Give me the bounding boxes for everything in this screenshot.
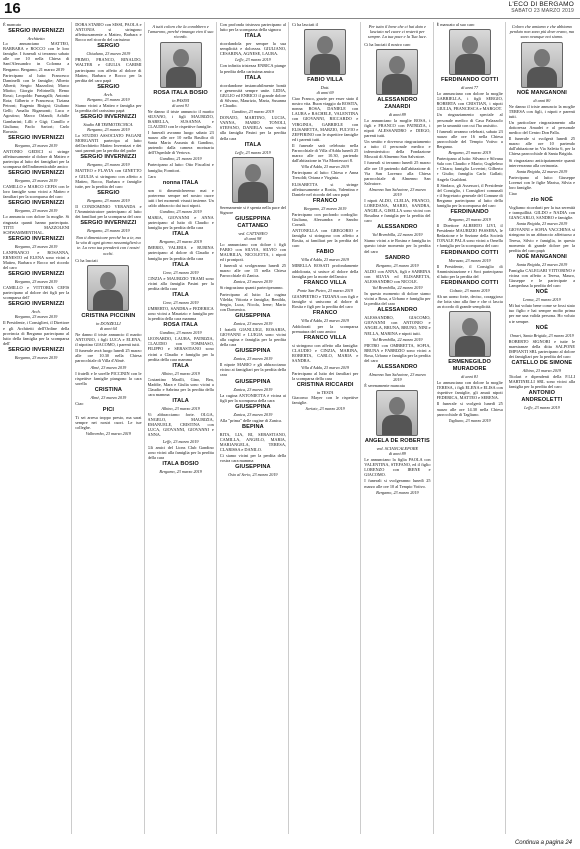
obituary-body: Siamo vicini a te Rosina e famiglia in questo triste momento per la perdita del caro	[364, 238, 431, 254]
deceased-name: SERGIO	[97, 189, 120, 196]
obituary-sub: in PASINI	[172, 97, 190, 103]
obituary-body: Ne danno il triste annuncio il marito SILVANO, i figli MAURIZIO, ISABELLA, SUSANNA e CLAUDIO con le rispettive famiglie.	[147, 108, 214, 129]
place-date: Bergamo, 23 marzo 2019	[87, 162, 130, 168]
deceased-name: FRANCO	[312, 310, 338, 316]
deceased-name: FRANCO VILLA	[303, 335, 347, 342]
obituary-body: ROBERTO SIGNORI e tutte le maestranze della ditta SALPONE IMPIANTI SRL partecipano al dolore dei famigliari per la perdita del caro	[508, 338, 575, 359]
obituary-body: ALESSANDRO, GIACOMO, GIOVANNI con ANTONIO e ANGELA, BRUNA, BRUNO, NINI e NELLA, MARINA e nipoti tutti.	[364, 315, 431, 336]
obituary-body: Ah un uomo forte, deciso, coraggioso che lotta sino alla fine e che ci lascia un ricordo di grande semplicità.	[436, 293, 503, 309]
obituary-body: I funerali avranno celebrati, sabato 23 marzo alle ore 16 nella Chiesa parrocchiale del Tempio Votivo a Bergamo.	[436, 128, 503, 150]
place-date: Albino, 23 marzo 2019	[522, 367, 562, 373]
obituary-body: ALDO con ANNA, figli e SABRINA con SILVIA ed ELISABETTA, ALESSANDRO con NICOLE.	[364, 268, 431, 284]
portrait-photo	[87, 265, 129, 311]
obituary-body: Un ringraziamento speciale al personale medico di Casa Palazzolo per la umanità con cui l'ha assistito.	[436, 112, 503, 128]
obituary-body: Il CONDOMINIO VERANDA e l'Amministratore partecipano al lutto dei familiari per la scomparsa del caro	[75, 203, 142, 219]
obituary-quote: Non ti dimenticare perché ho a te, ma la vita di ogni giorno rassomiglierà a te. La vera tua prenderà con i nostri occhi.	[75, 235, 141, 256]
portrait-torso	[310, 54, 340, 75]
column-6	[364, 22, 433, 834]
obituary-body: Partecipano al lutto: Silvano e Silvana Sala con Claudio e Mario; Guglielmo e Chiara; famiglia Loverini; Gilberto e Giulio; famiglia Carlo Gallati; Angelo Gualdoni.	[436, 156, 503, 182]
place-date: Villa d'Adda, 23 marzo 2019	[301, 364, 350, 370]
obituary-body: Il Sindaco, gli Assessori, il Presidente del Consiglio, i Consiglieri comunali e il Segretario generale del Comune di Bergamo partecipano al lutto della famiglia per la scomparsa del caro	[436, 182, 503, 208]
deceased-name: ALESSANDRO	[377, 363, 418, 370]
obituary-body: I fratelli GIANLUIGI, ROSARIA, GIOVANNI e LUIGIA sono vicini alla cugina e famiglia per la perdita della cara	[219, 326, 286, 348]
obituary-body: PIETRO con OMBRETTA, SOFIA, BRUNA e FABRIZIO sono vicini a Rosa, Urbano e famiglia per la perdita del caro	[364, 342, 431, 363]
portrait-head	[317, 36, 333, 54]
deceased-name: ANTONIO ANDREOLETTI	[521, 390, 563, 404]
portrait-torso	[455, 54, 485, 75]
obituary-body: Un sentito e doveroso ringraziamento a tutto il personale medico e infermieristico della Fondazione Moscati di Almenno San Salvatore.	[364, 139, 431, 160]
obituary-body: MATTEO e FLAVIA con GINETTO e GIULIA si stringono con affetto a Matteo, Rocco, Barbara e famiglie tutte, per la perdita del caro	[75, 168, 142, 189]
place-date: Gandino, 21 marzo 2019	[159, 156, 202, 162]
obituary-body: Il funerale si svolgerà lunedì 25 marzo alle ore 10 partendo dall'abitazione in Via Saletta 6, per la Chiesa parrocchiale di Santa Brigida.	[508, 136, 575, 157]
place-date: Zanica, 23 marzo 2019	[233, 386, 273, 392]
obituary-body: Ci ha lasciati il nostro caro	[364, 41, 411, 47]
newspaper-name: L'ECO DI BERGAMO	[508, 1, 574, 8]
place-date: Val Brembilla, 22 marzo 2019	[372, 232, 423, 238]
place-date: Bergamo, 23 marzo 2019	[448, 217, 491, 223]
place-date: di anni 89	[388, 111, 406, 117]
obituary-sub: Architetto	[27, 36, 45, 42]
place-date: Leffe, 23 marzo 2019	[235, 57, 271, 63]
obituary-body: Vogliamo ricordarti per la tua serenità e tranquillità. GILDO e NADIA con GIANCARLO, SANDRO e famiglie.	[508, 205, 575, 221]
obituary-body: Un particolare ringraziamento alla dottoressa Amadei e al personale medico del Centro Don Palla.	[508, 119, 575, 136]
place-date: Bergamo, 23 marzo 2019	[14, 354, 58, 360]
obituary-body: Costantino Marilli, Gino, Bea, Maddie, Mara e Giulia sono vicini a Claudio e Sabrina per la perdita della cara mamma	[147, 376, 214, 397]
obituary-body: Il Presidente, i Consiglieri, il Direttore e gli Architetti dell'Ordine della provincia di Bergamo partecipano al lutto della famiglia per la scomparsa dell'	[3, 320, 70, 346]
obituary-body: Mi hai voluto bene come se fossi stato tuo figlio e hai sempre molto prima per me una valida persona. Ho voluto a te sempre.	[508, 303, 575, 324]
place-date: Cene, 23 marzo 2019	[162, 269, 199, 275]
obituary-quote: Per tutto il bene che ci hai dato e lasciato nel cuore ci resterà per sempre. La tua pace e la Tua luce.	[367, 24, 427, 40]
deceased-name: ITALA	[172, 291, 189, 298]
obituary-body: IMERIO, VALERIA e RUBINA partecipano al dolore di Claudio e famiglia per la perdita della cara	[147, 245, 214, 261]
place-date: di anni 91	[172, 102, 190, 108]
obituary-body: I fratelli e le sorelle PICCININ con le rispettive famiglie piangono la cara sorella	[75, 370, 142, 386]
obituary-body: Il funerale avrà luogo lunedì 25 marzo alle ore 10.30 nella Chiesa parrocchiale di Villa d'Almè.	[75, 348, 142, 364]
deceased-name: SERGIO INVERNIZZI	[8, 235, 65, 242]
column-8	[509, 22, 577, 834]
obituary-body: si stringono con affetto alla famiglia: CLAUDIO e CINZIA, MARINA, ROBERTA, CARLO, MARIA e SANDRA.	[292, 343, 359, 364]
portrait-head	[173, 49, 189, 67]
obituary-body: LANFRANCO e ROSANNA, ERNESTO ed ELENA sono vicini a Matteo, Barbara e Rocco nel ricordo del caro	[3, 249, 70, 271]
place-date: Albino, 23 marzo 2019	[161, 370, 200, 376]
place-date: Bergamo, 23 marzo 2019	[376, 489, 419, 495]
portrait-torso	[382, 74, 412, 95]
obituary-body: I funerali si svolgeranno lunedì 25 marzo alle ore 10 al Tempio Votivo.	[364, 478, 431, 489]
place-date: Almè, 23 marzo 2019	[90, 394, 127, 400]
column-3	[148, 22, 217, 834]
place-date: di anni 69	[316, 90, 334, 96]
portrait-torso	[455, 336, 485, 357]
portrait-head	[462, 318, 478, 336]
place-date: Bergamo, 23 marzo 2019	[87, 96, 130, 102]
obituary-body: Ci siamo vicini per la perdita della vostra cara mamma	[219, 453, 286, 464]
place-date: di anni 80	[533, 97, 551, 103]
place-date: Bergamo, 23 marzo 2019	[14, 314, 58, 320]
obituary-body: DORA STABIO con SISSI, PAOLA e ANTONIA si stringono affettuosamente a Matteo, Barbara e Rocco nel ricordo del carissimo	[75, 22, 142, 43]
obituary-body: I funerali si terranno lunedì 25 marzo alle ore 10 partendo dall'abitazione di Via San Lorenzo alla Chiesa parrocchiale di Almenno San Salvatore.	[364, 160, 431, 186]
obituary-body: Cara	[147, 173, 156, 179]
obituary-body: Siamo vicini a Matteo e famiglia per la perdita del carissimo papà	[75, 102, 142, 113]
place-date: Bergamo, 23 marzo 2019	[448, 150, 491, 156]
deceased-name: ITALA	[244, 141, 262, 148]
place-date: Bergamo, 23 marzo 2019	[87, 228, 130, 234]
obituary-body: Gli amici del Lions Club Gandino sono vicini alla famiglia per la perdita della cara	[147, 444, 214, 460]
obituary-body: È mancato	[3, 22, 22, 27]
place-date: Zanica, 23 marzo 2019	[233, 411, 273, 417]
deceased-name: zio NOÈ	[530, 197, 553, 204]
obituary-body: ricordandone instancabilmente bontà e generosità sempre unite. LIDIA, GIULIO ed ENRICO il grande dolore di Silvano, Maurizio, Maria, Susanna e Claudio.	[219, 82, 286, 109]
deceased-name: ITALA	[172, 231, 189, 238]
place-date: Valbrembo, 23 marzo 2019	[85, 431, 131, 437]
obituary-sub: Dott.	[320, 85, 330, 91]
deceased-name: SERGIO INVERNIZZI	[8, 301, 65, 308]
portrait-photo	[304, 29, 346, 75]
deceased-name: GIUSEPPINA	[235, 378, 271, 385]
place-date: Omari, Santa Brigida, 23 marzo 2019	[510, 332, 574, 338]
portrait-head	[389, 56, 405, 74]
obituary-body: Lo annunciano con dolore la moglie TERESA, i figli ELENA e ELISA con rispettive famiglie, gli amati nipoti FEDERICA, MATTEO e SERENA.	[436, 380, 503, 401]
deceased-name: GIUSEPPINA	[235, 403, 271, 410]
obituary-body: Ne danno il triste annuncio il marito ANTONIO, i figli LUCA e ELENA, il nipotino GIACOMO, i parenti tutti.	[75, 331, 142, 348]
obituary-body: Ciao Franco, grazie per esser stato il nostro vita. Buon viaggio da ROSITA, nonna ROSA, DANIELE con LAURA e RACHELE, VALENTINA con GIOVANNI, RICCARDO e VIRGINIA, GABRIELE con ELISABETTA, MARZIO, FULVIO e ZEFFIRINO con le rispettive famiglie ed i parenti tutti.	[292, 96, 359, 142]
place-date: Bergamo, 23 marzo 2019	[159, 239, 202, 245]
deceased-name: SERGIO INVERNIZZI	[80, 154, 137, 161]
obituary-body: È mancato al suo caro	[436, 22, 475, 27]
column-1	[3, 22, 72, 834]
place-date: Gandino, 23 marzo 2019	[231, 109, 274, 115]
obituary-body: non ti dimenticheremo mai e porteremo sempre nel nostro cuore tutti i bei momenti vissuti insieme. Un caldo abbraccio dai tuoi nipoti.	[147, 187, 214, 209]
place-date: Leffe, 23 marzo 2019	[235, 149, 271, 155]
obituary-body: Partecipano al lutto: Otto Fiscalini e famiglia; Fornitori.	[147, 162, 214, 173]
obituary-body: Con infinita tristezza ENRICA piange la perdita della carissima amica	[219, 63, 286, 74]
deceased-name: FABIO VILLA	[307, 77, 344, 84]
obituary-body: CINZIA e MAURIZIO TRAMI sono vicini alla famiglia Pasini per la perdita della cara	[147, 275, 214, 291]
portrait-torso	[382, 415, 412, 436]
deceased-name: FERDINANDO COTTI	[441, 77, 499, 84]
obituary-body: Lo annunciano con dolore la moglie GABRIELLA, i figli SERGIO, ROBERTA con CRISTIAN, i nipoti GIULIA, FRANCESCA e MARGOT.	[436, 91, 503, 112]
portrait-photo	[449, 29, 491, 75]
deceased-name: ROSA ITALA BOSIO	[153, 89, 208, 96]
deceased-name: FERDINANDO COTTI	[441, 279, 499, 286]
place-date: Cene, 23 marzo 2019	[162, 299, 199, 305]
column-4	[220, 22, 289, 834]
place-date: Colzate, 23 marzo 2019	[449, 287, 490, 293]
portrait-photo	[232, 157, 274, 203]
obituary-body: Con profonda tristezza partecipano al lutto per la scomparsa della signora	[219, 22, 286, 33]
portrait-head	[245, 164, 261, 182]
obituary-body: Partecipano al lutto: Chiesa e Anna Tresoldi; Oriana e Virginia.	[292, 170, 359, 181]
obituary-body: Il Direttore ALBERTO LIVI, il Presidente MAURIZIO PASSERA, le Redazione e le Sezione della Società TONALE PALA sono vicini a Ornella e famiglia per la scomparsa del caro	[436, 223, 503, 249]
obituary-body: Si ringraziano anticipatamente quanti interverranno alla cerimonia.	[508, 157, 575, 168]
place-date: Gandino, 23 marzo 2019	[159, 209, 202, 215]
deceased-name: ANGELA DE ROBERTIS	[364, 438, 430, 445]
obituary-body: Partecipano al lutto dei familiari per la scomparsa della cara	[292, 370, 359, 381]
obituary-body: GIANPIETRO e TIZIANA con figli e famiglie si uniscono al dolore di Rosita e figli per la perdita del caro	[292, 293, 359, 309]
portrait-torso	[238, 182, 268, 203]
obituary-body: Lo annuncia con dolore la moglie. Si ringrazia quanti hanno partecipato. TITTI MAZZOLENI SCHWAMMENTHAL.	[3, 214, 70, 235]
place-date: Chiuduno, 23 marzo 2019	[86, 51, 131, 57]
obituary-body: Titolari e dipendenti della F.LLI MARTINELLI SRL sono vicini alla famiglia per la perdita del caro	[508, 373, 575, 390]
obituary-sub: ved. CATTANEO	[238, 230, 268, 236]
deceased-name: GIUSEPPINA	[235, 348, 271, 355]
continue-note: Continua a pagina 24	[514, 840, 572, 846]
obituary-sub: Arch.	[103, 91, 114, 97]
obituary-body: Ne danno il triste annuncio la moglie TERESA con figli, i nipoti e parenti tutti.	[508, 103, 575, 119]
deceased-name: GIUSEPPINA	[235, 312, 271, 319]
issue-date: SABATO 23 MARZO 2019	[511, 8, 574, 14]
place-date: di anni 64	[99, 325, 117, 331]
portrait-torso	[166, 67, 196, 88]
place-date: Bergamo, 23 marzo 2019	[14, 279, 58, 285]
portrait-photo	[376, 390, 418, 436]
obituary-body: Lo annunciano la moglie ROSA, i figli e FRANCO con PATRIZIA, i nipoti ALESSANDRO e DIEGO, parenti tutti.	[364, 117, 431, 138]
deceased-name: ALESSANDRO	[377, 224, 418, 231]
portrait-head	[462, 36, 478, 54]
deceased-name: ERMENEGILDO MURADORE	[448, 359, 491, 373]
place-date: Villa d'Adda, 23 marzo 2019	[301, 257, 350, 263]
place-date: Bergamo, 23 marzo 2019	[303, 205, 347, 211]
deceased-name: SERGIO INVERNIZZI	[8, 346, 65, 353]
obituary-body: RITA, LIA, RI, SEBASTIANO, CAMILLA, ANGELO, MARIA, MARIANGELA, TERESA, CLARISSA e DANILO.	[219, 431, 286, 453]
place-date: Val Brembilla, 22 marzo 2019	[372, 284, 423, 290]
obituary-sub: in TESTA	[316, 389, 334, 395]
place-date: Lenna, 23 marzo 2019	[523, 297, 561, 303]
place-date: Villa d'Adda, 23 marzo 2019	[301, 318, 350, 323]
place-date: Albino, 23 marzo 2019	[161, 406, 200, 412]
obituary-body: LEONARDO, LAURA, PATRIZIA, CLAUDIO con TOMMASO, FILIPPO e SEBASTIANO sono vicini a Claudio e famiglia per la perdita della cara mamma	[147, 336, 214, 362]
obituary-body: Il nipote MARIO e gli abbracciamo vicino ai famigliari per la perdita della cara	[219, 362, 286, 378]
obituary-body: Lo annunciano con dolore i figli FABIO con SILVIA, SILVIO con MAURILIA, NICOLETTA, i nipoti ed i pronipoti.	[219, 241, 286, 263]
obituary-sub: in DONZELLI	[96, 320, 121, 326]
deceased-name: GIUSEPPINA	[235, 464, 271, 471]
obituary-body: Serenamente si è spenta nella pace del Signore	[219, 204, 286, 215]
deceased-name: ITALA	[172, 398, 189, 405]
place-date: Villa d'Adda, 23 marzo 2019	[301, 164, 350, 170]
deceased-name: SERGIO INVERNIZZI	[8, 134, 65, 141]
place-date: Santa Brigida, 23 marzo 2019	[516, 221, 568, 227]
deceased-name: SANDRO	[384, 254, 410, 261]
deceased-name: ITALA BOSIO	[162, 460, 199, 467]
obituary-body: Addolorati per la scomparsa prematura del caro amico	[292, 324, 359, 335]
obituary-body: CAMILLO e MARCO CEFIS con le loro famiglie sono vicini a Matteo e familiari per la scomparsa del caro	[3, 184, 70, 200]
place-date: Bergamo, 23 marzo 2019	[14, 142, 58, 148]
obituary-body: Partecipano al lutto: La cugina Vilelda; Vittoria e famiglia; Benilda, Sergio, Luca, Nicola, Irene; Mario con Domenica.	[219, 291, 286, 312]
deceased-name: NOÈ MANGANONI	[516, 253, 567, 260]
portrait-head	[100, 272, 116, 290]
obituary-quote: A tutti coloro che la conobbero e l'amarono, perché rimanga vivo il suo ricordo.	[147, 24, 214, 40]
portrait-torso	[527, 67, 557, 88]
obituary-body: I funerali avranno luogo sabato 23 marzo alle ore 10 nella Basilica di Santa Maria Assunta di Gandino, partendo dalla camera mortuaria dell'Ospedale di Vertova.	[147, 129, 214, 156]
place-date: Almenno San Salvatore, 23 marzo 2019	[368, 186, 426, 197]
deceased-name: FRANCO VILLA	[303, 279, 347, 286]
deceased-name: FERDINANDO	[450, 209, 489, 216]
deceased-name: CRISTINA PICCININ	[81, 312, 136, 319]
obituary-body: Partecipano al lutto: Francesco Daminelli con le famiglie; Alberto Alberti; Sergio Mazzolini; Marco Miotto; Giorgio Feltrinelli; Remo Rossi; Leopoldo Fumagalli; Antonio Rota; Gilberto e Francesca; Tiziana Petroni; Eugenio Bisigni; Giuliano Gelli; Amalia Rigamonti; Luca e Agostino; Marco Orlandi; Achille Gambarini; Lilli e Gigi; Camillo e Giuliana; Paolo Sartori; Carlo Ravasio.	[3, 72, 70, 134]
deceased-name: ITALA	[172, 362, 189, 369]
portrait-torso	[93, 290, 123, 311]
obituary-body: ricordandola per sempre la sua semplicità e dolcezza. GIULIANO, CESARINA, AGNESE, LAURA.	[219, 41, 286, 57]
deceased-name: NOÈ	[535, 289, 549, 296]
masthead	[509, 1, 574, 15]
place-date: Bergamo, 23 marzo 2019	[14, 178, 58, 184]
place-date: Santa Brigida, 23 marzo 2019	[516, 261, 568, 267]
page-number: 16	[4, 0, 21, 17]
obituary-body: Partecipano al lutto: Giuseppe Lorenzi con le figlie Marisa, Silvia e loro famiglie.	[508, 174, 575, 190]
place-date: Studio AB TERMOTECNICA. Bergamo, 23 marzo 2019	[83, 122, 134, 133]
place-date: Almenno San Salvatore, 23 marzo 2019	[368, 371, 426, 382]
obituary-body: GIOVANNI e SOFIA VACCHINA si stringono in un abbraccio affettuoso a Teresa, Silvio e famiglia, in questo momento di grande dolore per la perdita del caro papà	[508, 227, 575, 253]
obituary-body: I funerali si svolgeranno lunedì 25 marzo alle ore 15 nella Chiesa Parrocchiale di Zanica.	[219, 263, 286, 279]
obituary-body: MARIA, GIOVANNI e ANNA partecipano al lutto di Claudio e famiglia per la perdita della cara	[147, 215, 214, 231]
obituary-sub: ved. SCIANCALEPORE	[376, 446, 419, 452]
portrait-head	[389, 397, 405, 415]
place-date: Gandino, 23 marzo 2019	[159, 330, 202, 336]
obituary-body: I nipoti ALDO, CLELIA, FRANCO, LOREDANA, MARIO, SANDRA, ANGELA, GISELLA sono vicini con Rosalina e famiglia per la perdita del caro	[364, 197, 431, 224]
deceased-name: ALESSANDRO	[377, 307, 418, 314]
obituary-body: UMBERTO, SANDRA e FEDERICA sono vicini a Maurizio e famiglia per la perdita della cara mamma	[147, 305, 214, 322]
deceased-name: ITALA	[172, 261, 189, 268]
place-date: Seriate, 23 marzo 2019	[305, 405, 345, 411]
obituary-body: Il funerale si svolgerà lunedì 25 marzo alle ore 14.30 nella Chiesa parrocchiale di Tagliuno.	[436, 401, 503, 417]
obituary-body: Partecipano con profondo cordoglio: Giuliana, Alessandra e Sandro Cornali.	[292, 211, 359, 227]
place-date: Tagliuno, 23 marzo 2019	[448, 417, 491, 423]
obituary-quote: Coloro che amiamo e che abbiamo perduto non sono più dove erano, ma sono ovunque noi siamo.	[509, 24, 574, 40]
place-date: Santa Brigida, 22 marzo 2019	[516, 168, 568, 174]
place-date: Bergamo, 23 marzo 2019	[159, 468, 202, 474]
obituary-body: Giacomo Mayer con le rispettive famiglie.	[292, 394, 359, 405]
obituary-body: Il funerale sarà celebrato nella Parrocchiale di Villa d'Adda lunedì 25 marzo alle ore 10.30, partendo dall'abitazione in Via Montessori 8.	[292, 142, 359, 164]
deceased-name: GIUSEPPINA CATTANEO	[235, 215, 271, 229]
column-5	[292, 22, 361, 834]
obituary-sub: Arch.	[31, 309, 41, 315]
obituary-body: Ci ha lasciati il	[292, 22, 318, 27]
place-date: Leffe, 23 marzo 2019	[162, 438, 199, 444]
page-header	[0, 0, 580, 19]
deceased-name: ALESSANDRO ZANARDI	[377, 96, 418, 110]
obituary-body: Ciao	[508, 191, 517, 197]
deceased-name: ITALA	[244, 33, 262, 40]
place-date: Bergamo, 23 marzo 2019	[87, 197, 130, 203]
deceased-name: SERGIO INVERNIZZI	[80, 114, 137, 121]
obituary-body: Si ringraziano quanti parteciperanno.	[219, 285, 284, 291]
place-date: Ponte San Pietro, 23 marzo 2019	[297, 287, 353, 293]
deceased-name: FRANCO	[312, 197, 338, 204]
obituary-body: MIRELLA ROSATI profondamente addolorata, si unisce al dolore della famiglia per la morte dell'amico	[292, 263, 359, 279]
deceased-name: SERGIO INVERNIZZI	[8, 170, 65, 177]
obituary-body: Alla "prima" delle cugine di Zanica.	[219, 417, 282, 423]
portrait-photo	[376, 49, 418, 95]
column-7	[437, 22, 506, 834]
portrait-photo	[521, 42, 563, 88]
obituary-body: Lo annunciano MATTEO, BARBARA e ROCCO con le loro famiglie. I funerali si terranno sabato alle ore 10 nella Chiesa di Sant'Alessandro in Colonna a Bergamo. Bergamo, 21 marzo 2019	[3, 41, 70, 72]
obituary-body: Ti sei arresa troppo presto, ma sarai sempre nei nostri cuori. Le tue colleghe.	[75, 414, 142, 431]
deceased-name: ITALA	[244, 74, 262, 81]
obituary-body: La cugina ANTONIETTA è vicina ai figli per la scomparsa della cara	[219, 392, 286, 403]
place-date: Bergamo, 23 marzo 2019	[376, 262, 419, 268]
obituary-body: In questo momento di dolore siamo vicini a Rosa, a Urbano e famiglia per la perdita del caro	[364, 290, 431, 307]
portrait-photo	[160, 42, 202, 88]
obituary-body: Lo STUDIO ASSOCIATO PAGANI MORGANTI partecipa al lutto dell'architetto Matteo Invernizzi e dei suoi parenti per la perdita del padre	[75, 133, 142, 154]
obituary-body: PRIMO, FRANCO, RINALDO, WALTER e GIULIA CARIMI partecipano con affetto al dolore di Matteo, Barbara e Rocco per la perdita del caro papà	[75, 57, 142, 83]
deceased-name: SERGIO INVERNIZZI	[8, 28, 65, 35]
obituary-body: È serenamente mancata	[364, 382, 405, 388]
obituary-body: DONATO, MARTINO, LUCIA, VANNA, MARIO TONOLI, STEFANO, DANIELA sono vicini alla famiglia Pasini per la perdita della cara	[219, 115, 286, 141]
obituary-body: Vi abbracciamo forte. OLGA, ANGELO, MAURIZIA, EMANUELE, CRISTINA con LUCA, GIOVANNI, GIOVANNI e ANNA.	[147, 412, 214, 438]
place-date: Zanica, 23 marzo 2019	[233, 320, 273, 326]
deceased-name: SERGIO INVERNIZZI	[80, 220, 137, 227]
place-date: Zanica, 23 marzo 2019	[233, 356, 273, 362]
obituary-body: ANTONELLA con GREGORIO e famiglia si stringono con affetto a Rosita, ai familiari per la perdita del caro	[292, 228, 359, 249]
place-date: di anni 98	[244, 235, 262, 241]
place-date: di anni 89	[388, 451, 406, 457]
place-date: Val Brembilla, 22 marzo 2019	[372, 336, 423, 342]
deceased-name: CRISTINA RICCARDI	[296, 381, 354, 388]
deceased-name: FERDINANDO COTTI	[441, 249, 499, 256]
place-date: Bergamo, 23 marzo 2019	[14, 243, 58, 249]
obituary-body: Ci ha lasciati	[75, 257, 98, 263]
obituary-body: ANTONIO GEDICI si stringe affettuosamente al dolore di Matteo e partecipa al lutto dei famigliari per la scomparsa dell'indimenticabile amico	[3, 148, 70, 170]
place-date: Bergamo, 23 marzo 2019	[14, 208, 58, 214]
deceased-name: CATELLO DE SIMONE	[511, 359, 573, 366]
portrait-photo	[449, 311, 491, 357]
obituary-body: CAMILLO e VITTORIA CEFIS partecipano al dolore dei figli per la scomparsa dell'	[3, 285, 70, 301]
place-date: Zanica, 23 marzo 2019	[233, 279, 273, 285]
deceased-name: ROSA ITALA	[163, 322, 198, 329]
obituary-columns	[3, 22, 577, 834]
place-date: di anni 81	[461, 374, 479, 380]
obituary-body: Famiglia CALEGARI VITTORINO è vicina con affetto a Teresa, Mauro, Giuseppe e le partecipate a Lampedusa la perdita del caro	[508, 267, 575, 289]
deceased-name: SERGIO	[97, 43, 120, 50]
obituary-body: Il Presidente, il Consiglio di Amministrazione e i Soci partecipano al lutto per la perdita del	[436, 263, 503, 279]
place-date: Osio al Serio, 23 marzo 2019	[228, 472, 278, 478]
obituary-body: ELISABETTA si stringe affettuosamente a Rosita, Valentina e Daniele nel ricordo del caro papà	[292, 181, 359, 197]
deceased-name: SERGIO INVERNIZZI	[8, 200, 65, 207]
portrait-head	[534, 49, 550, 67]
deceased-name: CRISTINA	[94, 386, 122, 393]
place-date: Leffe, 23 marzo 2019	[524, 405, 560, 411]
place-date: Almè, 23 marzo 2019	[90, 364, 127, 370]
deceased-name: NOÈ MANGANONI	[516, 89, 567, 96]
place-date: Morazzo, 23 marzo 2019	[448, 257, 491, 263]
deceased-name: SERGIO	[97, 83, 120, 90]
deceased-name: SERGIO INVERNIZZI	[8, 271, 65, 278]
obituary-body: Ciao	[75, 400, 84, 406]
deceased-name: BEPINA	[242, 423, 264, 430]
deceased-name: PICI	[102, 406, 115, 413]
deceased-name: FABIO	[316, 249, 334, 256]
obituary-body: Le annunciano la figlia PAOLA con VALENTINA, STEFANO, ed il figlio LORENZO con IRENE e GIACOMO.	[364, 457, 431, 478]
column-2	[75, 22, 144, 834]
deceased-name: NOÈ	[535, 324, 549, 331]
deceased-name: nonna ITALA	[162, 179, 199, 186]
place-date: di anni 77	[461, 85, 479, 91]
